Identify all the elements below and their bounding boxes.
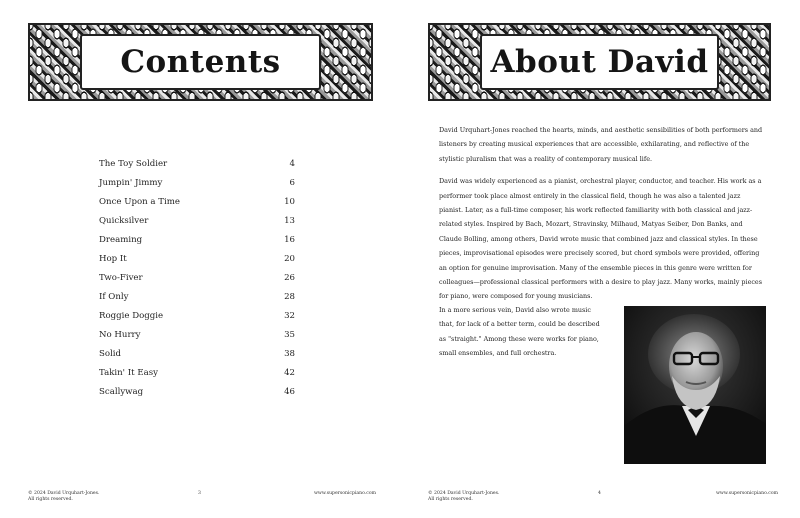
toc-entry-title: Dreaming [99,235,143,245]
table-of-contents [99,155,295,402]
toc-entry[interactable] [99,364,295,383]
toc-entry-title: No Hurry [99,330,141,340]
toc-entry-page: 10 [284,197,295,207]
toc-entry[interactable] [99,250,295,269]
about-closing-paragraph: In a more serious vein, David also wrote music that, for lack of a better term, could be described as "straight." Among these were works for piano, small ensembles, and full orchestra. [439,306,600,358]
about-title: About David [490,44,709,80]
about-paragraph: David Urquhart-Jones reached the hearts, minds, and aesthetic sensibilities of both performers and listeners by creating musical experiences that are accessible, exhilarating, and reflective of the stylistic pluralism that was a reality of contemporary musical life. [439,126,763,163]
toc-entry[interactable] [99,231,295,250]
toc-entry-title: Scallywag [99,387,144,397]
copyright-line: © 2024 David Urquhart-Jones. [28,491,100,496]
banner-label-box [80,34,321,90]
toc-entry-title: Two-Fiver [99,273,143,283]
toc-entry[interactable] [99,155,295,174]
toc-entry-title: Quicksilver [99,216,149,226]
toc-entry-title: If Only [99,292,129,302]
banner-label-box [480,34,719,90]
website-link[interactable]: www.supersonicpiano.com [716,491,778,496]
toc-entry[interactable] [99,288,295,307]
rights-line: All rights reserved. [28,497,73,502]
toc-entry-page: 20 [284,254,295,264]
website-link[interactable]: www.supersonicpiano.com [314,491,376,496]
toc-entry-page: 16 [284,235,295,245]
toc-entry-page: 13 [284,216,295,226]
toc-entry[interactable] [99,345,295,364]
toc-entry-page: 32 [284,311,295,321]
toc-entry-page: 6 [289,178,295,188]
toc-entry-title: Hop It [99,254,127,264]
about-title-banner [428,23,771,101]
contents-title: Contents [120,44,281,80]
footer-copyright [28,491,99,503]
toc-entry-page: 35 [284,330,295,340]
footer-copyright [428,491,499,503]
about-page [400,0,800,518]
toc-entry-title: Roggie Doggie [99,311,164,321]
toc-entry-page: 38 [284,349,295,359]
about-paragraph: David was widely experienced as a pianist, orchestral player, conductor, and teacher. His work as a performer took place almost entirely in the classical field, though he was also a talented jazz pianist. Later, as a full-time composer, his work reflected familiarity with both classical and jazz-related styles. Inspired by Bach, Mozart, Stravinsky, Milhaud, Matyas Seiber, Don Banks, and Claude Bolling, among others, David wrote music that combined jazz and classical styles. In these pieces, improvisational episodes were precisely scored, but chord symbols were provided, offering an option for genuine improvisation. Many of the ensemble pieces in this genre were written for colleagues—professional classical performers with a desire to play jazz. Many works, mainly pieces for piano, were composed for young musicians. [439,177,762,301]
toc-entry-page: 26 [284,273,295,283]
toc-entry[interactable] [99,193,295,212]
toc-entry-title: Solid [99,349,122,359]
toc-entry-page: 28 [284,292,295,302]
copyright-line: © 2024 David Urquhart-Jones. [428,491,500,496]
toc-entry[interactable] [99,212,295,231]
toc-entry[interactable] [99,174,295,193]
toc-entry-page: 46 [284,387,295,397]
contents-title-banner [28,23,373,101]
toc-entry-title: The Toy Soldier [99,159,168,169]
rights-line: All rights reserved. [428,497,473,502]
toc-entry-title: Jumpin' Jimmy [99,178,163,188]
portrait-image [624,306,766,464]
toc-entry-title: Once Upon a Time [99,197,180,207]
toc-entry-page: 4 [289,159,295,169]
page-number: 3 [198,491,201,496]
toc-entry[interactable] [99,383,295,402]
toc-entry[interactable] [99,307,295,326]
toc-entry[interactable] [99,269,295,288]
author-photo [624,306,766,464]
page-number: 4 [598,491,601,496]
about-text [439,123,764,358]
toc-entry-title: Takin' It Easy [99,368,159,378]
toc-entry[interactable] [99,326,295,345]
toc-entry-page: 42 [284,368,295,378]
